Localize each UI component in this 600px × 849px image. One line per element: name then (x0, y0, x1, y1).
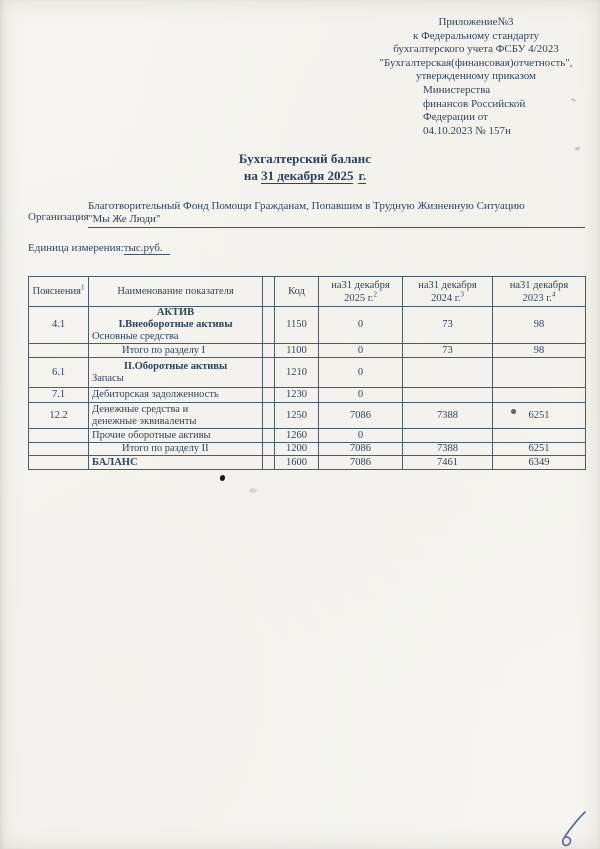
cell-2023: 6251 (493, 403, 586, 429)
cell-name (89, 344, 263, 358)
header-kod: Код (275, 277, 319, 307)
cell-note: 4.1 (29, 307, 89, 344)
cell-name (89, 307, 263, 344)
cell-note: 12.2 (29, 403, 89, 429)
column-spacer (263, 277, 275, 307)
row-name: Прочие оборотные активы (92, 429, 211, 441)
header-year: 2025 г. (344, 292, 374, 304)
section-vneoborotnye: I.Внеоборотные активы (118, 319, 233, 330)
cell-note (29, 429, 89, 443)
title-date-suffix: г. (358, 168, 367, 183)
organization-name-line2: "Мы Же Люди" (88, 213, 161, 225)
appendix-note (372, 16, 580, 138)
table-row-prochie (29, 429, 586, 443)
cell-2024: 7461 (403, 456, 493, 470)
title-date-prefix: на (243, 168, 262, 183)
table-row-itogo-2 (29, 443, 586, 456)
table-row-osnovnye-sredstva (29, 307, 586, 344)
section-oborotnye: II.Оборотные активы (123, 360, 228, 372)
header-date-line2 (406, 292, 489, 305)
cell-code: 1100 (275, 344, 319, 358)
cell-2025: 7086 (319, 403, 403, 429)
cell-name (89, 358, 263, 388)
row-name: БАЛАНС (92, 456, 138, 468)
header-year: 2023 г. (522, 292, 552, 304)
appendix-note-line: финансов Российской (423, 97, 526, 110)
cell-2025: 0 (319, 344, 403, 358)
cell-2024: 7388 (403, 443, 493, 456)
header-footnote: 4 (551, 290, 556, 298)
column-spacer (263, 358, 275, 388)
handwritten-page-number (556, 809, 590, 847)
cell-2025: 0 (319, 388, 403, 403)
section-aktiv: АКТИВ (156, 307, 195, 318)
paper-smudge (249, 488, 257, 493)
header-footnote: 3 (460, 290, 464, 298)
cell-2024: 73 (403, 307, 493, 344)
cell-code: 1250 (275, 403, 319, 429)
cell-2024: 73 (403, 344, 493, 358)
cell-2025: 7086 (319, 456, 403, 470)
cell-2023 (493, 429, 586, 443)
title-line2 (180, 167, 430, 184)
appendix-note-line: утвержденному приказом (415, 70, 537, 83)
column-spacer (263, 344, 275, 358)
cell-code: 1260 (275, 429, 319, 443)
cell-2025: 0 (319, 429, 403, 443)
unit-value: тыс.руб. (124, 242, 170, 255)
balance-sheet-table (28, 276, 586, 470)
cell-2023: 6251 (493, 443, 586, 456)
appendix-note-sub (372, 84, 580, 138)
header-date-line1: на31 декабря (331, 279, 390, 291)
organization-name-line1: Благотворительный Фонд Помощи Гражданам, Попавшим в Трудную Жизненную Ситуацию (88, 200, 525, 212)
appendix-note-line: к Федеральному стандарту (413, 29, 539, 42)
title-line1: Бухгалтерский баланс (238, 151, 372, 166)
column-spacer (263, 388, 275, 403)
row-name: Дебиторская задолженность (92, 389, 219, 400)
paper-speck (575, 146, 581, 150)
header-footnote: 2 (373, 290, 377, 298)
column-spacer (263, 456, 275, 470)
column-spacer (263, 307, 275, 344)
table-row-zapasy (29, 358, 586, 388)
cell-name (89, 388, 263, 403)
table-row-balans (29, 456, 586, 470)
row-name: Запасы (92, 372, 124, 384)
cell-name (89, 403, 263, 429)
appendix-note-line: Федерации от (423, 111, 488, 124)
header-2025 (319, 277, 403, 307)
row-name: Основные средства (92, 331, 179, 342)
column-spacer (263, 443, 275, 456)
header-year: 2024 г. (431, 292, 461, 304)
cell-code: 1600 (275, 456, 319, 470)
cell-name (89, 456, 263, 470)
row-name-line2: денежные эквиваленты (92, 415, 197, 427)
cell-note (29, 443, 89, 456)
header-date-line1: на31 декабря (509, 279, 569, 291)
cell-note: 6.1 (29, 358, 89, 388)
header-naimenovanie: Наименование показателя (89, 277, 263, 307)
cell-name (89, 443, 263, 456)
cell-2024: 7388 (403, 403, 493, 429)
header-2023 (493, 277, 586, 307)
cell-2023: 6349 (493, 456, 586, 470)
header-label: Пояснения (32, 286, 81, 297)
header-date-line1: на31 декабря (418, 279, 477, 291)
organization-name (88, 200, 585, 228)
cell-code: 1230 (275, 388, 319, 403)
row-name: Итого по разделу I (122, 344, 206, 356)
cell-code: 1200 (275, 443, 319, 456)
ink-dot-artifact (511, 409, 516, 414)
cell-2024 (403, 388, 493, 403)
cell-2025: 7086 (319, 443, 403, 456)
title-date: 31 декабря 2025 (261, 168, 354, 183)
row-name-line1: Денежные средства и (92, 403, 189, 415)
header-date-line2 (496, 292, 582, 305)
appendix-note-line: Приложение№3 (438, 16, 514, 28)
table-row-itogo-1 (29, 344, 586, 358)
header-poyasneniya (29, 277, 89, 307)
column-spacer (263, 403, 275, 429)
cell-code: 1210 (275, 358, 319, 388)
dot-artifact (219, 474, 226, 481)
cell-note (29, 344, 89, 358)
unit-label: Единица измерения: (28, 242, 124, 254)
cell-note (29, 456, 89, 470)
table-row-denezhnye-sredstva (29, 403, 586, 429)
cell-2024 (403, 358, 493, 388)
document-title (180, 150, 430, 184)
unit-of-measure (28, 242, 170, 254)
table-row-debitorskaya (29, 388, 586, 403)
column-spacer (263, 429, 275, 443)
cell-2024 (403, 429, 493, 443)
cell-name (89, 429, 263, 443)
cell-code: 1150 (275, 307, 319, 344)
header-2024 (403, 277, 493, 307)
cell-2023 (493, 388, 586, 403)
row-name: Итого по разделу II (122, 443, 209, 454)
cell-2023 (493, 358, 586, 388)
appendix-note-line: Министерства (423, 83, 491, 96)
cell-2023: 98 (493, 344, 586, 358)
table-header-row (29, 277, 586, 307)
organization-label: Организация (28, 211, 89, 223)
appendix-note-line: 04.10.2023 № 157н (423, 124, 511, 137)
cell-2025: 0 (319, 358, 403, 388)
cell-2023: 98 (493, 307, 586, 344)
appendix-note-line: "Бухгалтерская(финансовая)отчетность", (379, 56, 573, 69)
cell-2025: 0 (319, 307, 403, 344)
cell-note: 7.1 (29, 388, 89, 403)
header-date-line2 (322, 292, 399, 305)
header-footnote: 1 (80, 283, 85, 292)
appendix-note-line: бухгалтерского учета ФСБУ 4/2023 (393, 43, 559, 56)
